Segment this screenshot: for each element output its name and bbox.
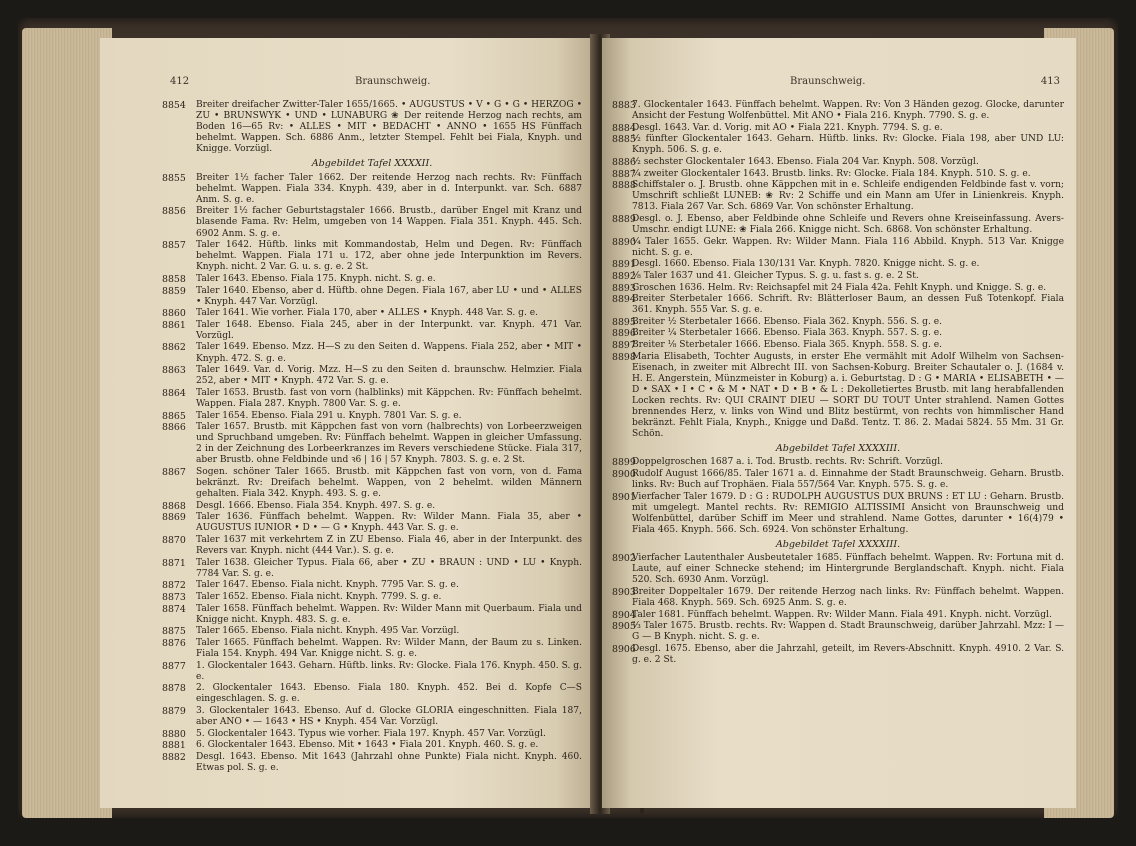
- lot-description: Breiter ⅛ Sterbetaler 1666. Ebenso. Fiala 365. Knyph. 558. S. g. e.: [632, 339, 943, 350]
- catalog-entry: [162, 752, 582, 774]
- catalog-entry: [612, 587, 1064, 609]
- catalog-entry: [162, 740, 582, 751]
- lot-number: 8856: [162, 206, 186, 218]
- lot-number: 8860: [162, 308, 186, 320]
- lot-number: 8881: [162, 740, 186, 752]
- catalog-entry: [162, 100, 582, 155]
- lot-number: 8890: [612, 236, 636, 248]
- lot-description: 6. Glockentaler 1643. Ebenso. Mit • 1643 • Fiala 201. Knyph. 460. S. g. e.: [196, 740, 539, 751]
- lot-description: Taler 1641. Wie vorher. Fiala 170, aber • ALLES • Knyph. 448 Var. S. g. e.: [196, 308, 539, 319]
- lot-number: 8898: [612, 351, 636, 363]
- catalog-entry: [162, 501, 582, 512]
- lot-number: 8871: [162, 557, 186, 569]
- lot-number: 8888: [612, 180, 636, 192]
- lot-description: ⅛ Taler 1637 und 41. Gleicher Typus. S. g. u. fast s. g. e. 2 St.: [632, 270, 919, 281]
- lot-number: 8877: [162, 660, 186, 672]
- catalog-entry: [162, 422, 582, 466]
- catalog-entry: [612, 214, 1064, 236]
- lot-description: Taler 1657. Brustb. mit Käppchen fast von vorn (halbrechts) von Lorbeerzweigen und Spruchband umgeben. Rv: Fünffach behelmt. Wappen in gleicher Umfassung. 2 in der Zeichnung des Lorbeerkranzes im Revers verschiedene Stücke. Fiala 317, aber Brustb. ohne Feldbinde und ꝛ6 | 16 | 57 Knyph. 7803. S. g. e. 2 St.: [196, 422, 582, 466]
- catalog-entry: [162, 274, 582, 285]
- lot-description: ¼ zweiter Glockentaler 1643. Brustb. links. Rv: Glocke. Fiala 184. Knyph. 510. S. g. e.: [632, 168, 1031, 179]
- catalog-entry: [612, 180, 1064, 213]
- catalog-entry: [612, 100, 1064, 122]
- lot-number: 8866: [162, 422, 186, 434]
- lot-number: 8886: [612, 156, 636, 168]
- lot-description: Taler 1658. Fünffach behelmt. Wappen. Rv: Wilder Mann mit Querbaum. Fiala und Knigge nicht. Knyph. 483. S. g. e.: [196, 603, 582, 625]
- catalog-entry: [162, 626, 582, 637]
- catalog-entry: [162, 206, 582, 239]
- catalog-entries: [162, 100, 582, 775]
- lot-number: 8896: [612, 328, 636, 340]
- lot-number: 8868: [162, 500, 186, 512]
- catalog-entry: [162, 467, 582, 500]
- lot-description: Breiter Doppeltaler 1679. Der reitende Herzog nach links. Rv: Fünffach behelmt. Wappen. Fiala 468. Knyph. 569. Sch. 6925 Anm. S. g. e.: [632, 586, 1064, 609]
- lot-description: Breiter ¼ Sterbetaler 1666. Ebenso. Fiala 363. Knyph. 557. S. g. e.: [632, 328, 943, 339]
- lot-number: 8899: [612, 457, 636, 469]
- lot-description: ⅔ Taler 1675. Brustb. rechts. Rv: Wappen d. Stadt Braunschweig, darüber Jahrzahl. Mzz: I — G — B Knyph. nicht. S. g. e.: [632, 621, 1064, 643]
- catalog-entry: [612, 237, 1064, 259]
- spine-mark: [640, 808, 644, 813]
- lot-number: 8904: [612, 609, 636, 621]
- lot-number: 8906: [612, 643, 636, 655]
- lot-number: 8901: [612, 491, 636, 503]
- lot-number: 8854: [162, 100, 186, 111]
- lot-number: 8882: [162, 751, 186, 763]
- lot-number: 8897: [612, 339, 636, 351]
- lot-description: Groschen 1636. Helm. Rv: Reichsapfel mit 24 Fiala 42a. Fehlt Knyph. und Knigge. S. g. e.: [632, 282, 1047, 293]
- lot-number: 8879: [162, 705, 186, 717]
- lot-number: 8862: [162, 342, 186, 354]
- lot-description: Taler 1649. Ebenso. Mzz. H—S zu den Seiten d. Wappens. Fiala 252, aber • MIT • Knyph. 472. S. g. e.: [196, 342, 582, 364]
- page-number: 413: [1040, 76, 1060, 87]
- catalog-entry: [612, 271, 1064, 282]
- lot-description: Doppelgroschen 1687 a. i. Tod. Brustb. rechts. Rv: Schrift. Vorzügl.: [632, 457, 944, 468]
- catalog-entry: [162, 342, 582, 364]
- lot-description: Taler 1638. Gleicher Typus. Fiala 66, aber • ZU • BRAUN : UND • LU • Knyph. 7784 Var. S. g. e.: [196, 557, 582, 579]
- lot-number: 8865: [162, 410, 186, 422]
- page-stack-left: [22, 28, 112, 818]
- lot-description: Taler 1653. Brustb. fast von vorn (halblinks) mit Käppchen. Rv: Fünffach behelmt. Wappen. Fiala 287. Knyph. 7800 Var. S. g. e.: [196, 387, 582, 409]
- catalog-entry: [162, 173, 582, 206]
- lot-description: Taler 1652. Ebenso. Fiala nicht. Knyph. 7799. S. g. e.: [196, 592, 442, 603]
- lot-description: Taler 1665. Fünffach behelmt. Wappen. Rv: Wilder Mann, der Baum zu s. Linken. Fiala 154. Knyph. 494 Var. Knigge nicht. S. g. e.: [196, 637, 582, 659]
- lot-number: 8872: [162, 580, 186, 592]
- catalog-entries: [612, 100, 1064, 667]
- lot-number: 8905: [612, 621, 636, 633]
- catalog-entry: [162, 604, 582, 626]
- catalog-entry: [612, 352, 1064, 441]
- lot-description: Taler 1681. Fünffach behelmt. Wappen. Rv: Wilder Mann. Fiala 491. Knyph. nicht. Vorzügl.: [632, 609, 1052, 620]
- lot-description: Desgl. 1643. Var. d. Vorig. mit AO • Fiala 221. Knyph. 7794. S. g. e.: [632, 122, 943, 133]
- catalog-entry: [162, 535, 582, 557]
- lot-description: Taler 1642. Hüftb. links mit Kommandostab, Helm und Degen. Rv: Fünffach behelmt. Wappen. Fiala 171 u. 172, aber ohne jede Interpunktion im Revers. Knyph. nicht. 2 Var. G. u. s. g. e. 2 St.: [196, 240, 582, 273]
- lot-description: Schiffstaler o. J. Brustb. ohne Käppchen mit in e. Schleife endigenden Feldbinde fast v. vorn; Umschrift schließt LUNEB: ❀ Rv: 2 Schiffe und ein Mann am Ufer in Linienkreis. Knyph. 7813. Fiala 267 Var. Sch. 6869 Var. Von schönster Erhaltung.: [632, 180, 1064, 213]
- lot-description: 2. Glockentaler 1643. Ebenso. Fiala 180. Knyph. 452. Bei d. Kopfe C—S eingeschlagen. S. g. e.: [196, 683, 582, 705]
- catalog-entry: [612, 169, 1064, 180]
- lot-number: 8883: [612, 100, 636, 111]
- lot-number: 8874: [162, 603, 186, 615]
- catalog-entry: [612, 123, 1064, 134]
- catalog-entry: [162, 580, 582, 591]
- catalog-entry: [162, 661, 582, 683]
- catalog-entry: [162, 308, 582, 319]
- lot-number: 8884: [612, 122, 636, 134]
- lot-number: 8895: [612, 316, 636, 328]
- catalog-entry: [612, 469, 1064, 491]
- catalog-entry: [612, 294, 1064, 316]
- lot-number: 8870: [162, 535, 186, 547]
- lot-description: Taler 1665. Ebenso. Fiala nicht. Knyph. 495 Var. Vorzügl.: [196, 626, 460, 637]
- catalog-entry: [162, 320, 582, 342]
- left-page: [100, 38, 596, 808]
- lot-number: 8861: [162, 319, 186, 331]
- lot-number: 8858: [162, 273, 186, 285]
- catalog-entry: [162, 286, 582, 308]
- catalog-entry: [162, 683, 582, 705]
- catalog-entry: [612, 259, 1064, 270]
- lot-description: Breiter Sterbetaler 1666. Schrift. Rv: Blätterloser Baum, an dessen Fuß Totenkopf. Fiala 361. Knyph. 555 Var. S. g. e.: [632, 294, 1064, 316]
- right-page: [602, 38, 1076, 808]
- catalog-entry: [162, 729, 582, 740]
- catalog-entry: [162, 706, 582, 728]
- lot-number: 8893: [612, 282, 636, 294]
- lot-number: 8902: [612, 553, 636, 565]
- lot-description: Taler 1648. Ebenso. Fiala 245, aber in der Interpunkt. var. Knyph. 471 Var. Vorzügl.: [196, 319, 582, 341]
- lot-number: 8894: [612, 294, 636, 306]
- lot-description: Rudolf August 1666/85. Taler 1671 a. d. Einnahme der Stadt Braunschweig. Geharn. Brustb. links. Rv: Buch auf Trophäen. Fiala 557/564 Var. Knyph. 575. S. g. e.: [632, 469, 1064, 491]
- catalog-entry: [612, 340, 1064, 351]
- lot-number: 8863: [162, 365, 186, 377]
- lot-number: 8891: [612, 259, 636, 271]
- catalog-entry: [612, 644, 1064, 666]
- lot-number: 8880: [162, 728, 186, 740]
- lot-number: 8878: [162, 683, 186, 695]
- catalog-entry: [612, 134, 1064, 156]
- lot-description: Taler 1636. Fünffach behelmt. Wappen. Rv: Wilder Mann. Fiala 35, aber • AUGUSTUS IUNIOR • D • — G • Knyph. 443 Var. S. g. e.: [196, 512, 582, 534]
- lot-description: Taler 1640. Ebenso, aber d. Hüftb. ohne Degen. Fiala 167, aber LU • und • ALLES • Knyph. 447 Var. Vorzügl.: [196, 285, 582, 307]
- lot-description: ½ fünfter Glockentaler 1643. Geharn. Hüftb. links. Rv: Glocke. Fiala 198, aber UND LU: Knyph. 506. S. g. e.: [632, 134, 1064, 156]
- lot-description: Taler 1647. Ebenso. Fiala nicht. Knyph. 7795 Var. S. g. e.: [196, 580, 459, 591]
- plate-reference: Abgebildet Tafel XXXXIII.: [775, 539, 901, 551]
- lot-description: ½ sechster Glockentaler 1643. Ebenso. Fiala 204 Var. Knyph. 508. Vorzügl.: [632, 156, 979, 167]
- lot-number: 8873: [162, 592, 186, 604]
- lot-number: 8887: [612, 168, 636, 180]
- catalog-entry: [612, 621, 1064, 643]
- lot-description: ¼ Taler 1655. Gekr. Wappen. Rv: Wilder Mann. Fiala 116 Abbild. Knyph. 513 Var. Knigge nicht. S. g. e.: [632, 236, 1064, 258]
- lot-description: Breiter ½ Sterbetaler 1666. Ebenso. Fiala 362. Knyph. 556. S. g. e.: [632, 316, 943, 327]
- lot-description: 3. Glockentaler 1643. Ebenso. Auf d. Glocke GLORIA eingeschnitten. Fiala 187, aber ANO • — 1643 • HS • Knyph. 454 Var. Vorzügl.: [196, 705, 582, 728]
- catalog-entry: [612, 328, 1064, 339]
- lot-number: 8875: [162, 626, 186, 638]
- catalog-entry: [162, 240, 582, 273]
- catalog-entry: [162, 592, 582, 603]
- lot-description: Taler 1654. Ebenso. Fiala 291 u. Knyph. 7801 Var. S. g. e.: [196, 410, 462, 421]
- catalog-entry: [612, 157, 1064, 168]
- plate-reference: Abgebildet Tafel XXXXIII.: [775, 443, 901, 455]
- catalog-entry: [612, 610, 1064, 621]
- lot-description: Maria Elisabeth, Tochter Augusts, in erster Ehe vermählt mit Adolf Wilhelm von Sachsen-Eisenach, in zweiter mit Albrecht III. von Sachsen-Koburg. Breiter Schautaler o. J. (1684 v. H. E. Angerstein, Münzmeister in Koburg) a. i. Geburtstag. D : G • MARIA • ELISABETH • — D • SAX • I • C • & M • NAT • D • B • & L : Dekolletiertes Brustb. mit lang herabfallenden Locken rechts. Rv: QUI CRAINT DIEU — SORT DU TOUT Unter strahlend. Namen Gottes brennendes Herz, v. links von Wind und Blitz bestürmt, von rechts von himmlischer Hand bekränzt. Fehlt Fiala, Knyph., Knigge und Daßd. Tentz. T. 86. 2. Madai 5824. 55 Mm. 31 Gr. Schön.: [632, 351, 1064, 440]
- page-number: 412: [170, 76, 190, 87]
- catalog-entry: [162, 638, 582, 660]
- lot-description: 1. Glockentaler 1643. Geharn. Hüftb. links. Rv: Glocke. Fiala 176. Knyph. 450. S. g. e.: [196, 660, 582, 682]
- lot-description: Desgl. 1643. Ebenso. Mit 1643 (Jahrzahl ohne Punkte) Fiala nicht. Knyph. 460. Etwas pol. S. g. e.: [196, 751, 582, 773]
- lot-description: Sogen. schöner Taler 1665. Brustb. mit Käppchen fast von vorn, von d. Fama bekränzt. Rv: Dreifach behelmt. Wappen, von 2 behelmt. wilden Männern gehalten. Fiala 342. Knyph. 493. S. g. e.: [196, 467, 582, 500]
- lot-number: 8857: [162, 240, 186, 252]
- lot-description: Vierfacher Taler 1679. D : G : RUDOLPH AUGUSTUS DUX BRUNS : ET LU : Geharn. Brustb. mit umgelegt. Mantel rechts. Rv: REMIGIO ALTISSIMI Ansicht von Braunschweig und Wolfenbüttel, darüber Schiff im Meer und strahlend. Name Gottes, darunter • 16(4)79 • Fiala 465. Knyph. 566. Sch. 6924. Von schönster Erhaltung.: [632, 491, 1064, 535]
- lot-description: 7. Glockentaler 1643. Fünffach behelmt. Wappen. Rv: Von 3 Händen gezog. Glocke, darunter Ansicht der Festung Wolfenbüttel. Mit ANO • Fiala 216. Knyph. 7790. S. g. e.: [632, 100, 1064, 122]
- lot-description: Taler 1649. Var. d. Vorig. Mzz. H—S zu den Seiten d. braunschw. Helmzier. Fiala 252, aber • MIT • Knyph. 472 Var. S. g. e.: [196, 365, 582, 387]
- running-head: Braunschweig.: [790, 76, 866, 87]
- lot-description: Vierfacher Lautenthaler Ausbeutetaler 1685. Fünffach behelmt. Wappen. Rv: Fortuna mit d. Laute, auf einer Schnecke stehend; im Hintergrunde Berglandschaft. Knyph. nicht. Fiala 520. Sch. 6930 Anm. Vorzügl.: [632, 553, 1064, 586]
- lot-number: 8869: [162, 512, 186, 524]
- catalog-entry: [612, 457, 1064, 468]
- catalog-entry: [612, 317, 1064, 328]
- catalog-entry: [162, 365, 582, 387]
- lot-number: 8903: [612, 586, 636, 598]
- lot-description: 5. Glockentaler 1643. Typus wie vorher. Fiala 197. Knyph. 457 Var. Vorzügl.: [196, 728, 546, 739]
- plate-reference: Abgebildet Tafel XXXXII.: [311, 158, 433, 170]
- lot-description: Desgl. 1666. Ebenso. Fiala 354. Knyph. 497. S. g. e.: [196, 500, 436, 511]
- lot-number: 8867: [162, 467, 186, 478]
- lot-number: 8889: [612, 213, 636, 225]
- catalog-entry: [612, 492, 1064, 536]
- lot-description: Desgl. o. J. Ebenso, aber Feldbinde ohne Schleife und Revers ohne Kreiseinfassung. Avers-Umschr. endigt LUNE: ❀ Fiala 266. Knigge nicht. Sch. 6868. Von schönster Erhaltung.: [632, 213, 1064, 236]
- lot-description: Breiter dreifacher Zwitter-Taler 1655/1665. • AUGUSTUS • V • G • G • HERZOG • ZU • BRUNSWYK • UND • LUNABURG ❀ Der reitende Herzog nach rechts, am Boden 16—65 Rv: • ALLES • MIT • BEDACHT • ANNO • 1655 HS Fünffach behelmt. Wappen. Sch. 6886 Anm., letzter Stempel. Fehlt bei Fiala, Knyph. und Knigge. Vorzügl.: [196, 100, 582, 155]
- lot-number: 8885: [612, 134, 636, 146]
- lot-number: 8855: [162, 172, 186, 184]
- catalog-entry: [162, 512, 582, 534]
- lot-description: Taler 1643. Ebenso. Fiala 175. Knyph. nicht. S. g. e.: [196, 273, 436, 284]
- catalog-entry: [162, 411, 582, 422]
- lot-description: Breiter 1½ facher Geburtstagstaler 1666. Brustb., darüber Engel mit Kranz und blasende Fama. Rv: Helm, umgeben von 14 Wappen. Fiala 351. Knyph. 445. Sch. 6902 Anm. S. g. e.: [196, 206, 582, 239]
- lot-description: Desgl. 1675. Ebenso, aber die Jahrzahl, geteilt, im Revers-Abschnitt. Knyph. 4910. 2 Var. S. g. e. 2 St.: [632, 643, 1064, 665]
- lot-description: Desgl. 1660. Ebenso. Fiala 130/131 Var. Knyph. 7820. Knigge nicht. S. g. e.: [632, 259, 980, 270]
- lot-number: 8864: [162, 387, 186, 399]
- catalog-entry: [162, 388, 582, 410]
- catalog-entry: [162, 558, 582, 580]
- lot-description: Taler 1637 mit verkehrtem Z in ZU Ebenso. Fiala 46, aber in der Interpunkt. des Revers var. Knyph. nicht (444 Var.). S. g. e.: [196, 535, 582, 557]
- lot-number: 8859: [162, 285, 186, 297]
- running-head: Braunschweig.: [355, 76, 431, 87]
- lot-number: 8876: [162, 637, 186, 649]
- lot-description: Breiter 1½ facher Taler 1662. Der reitende Herzog nach rechts. Rv: Fünffach behelmt. Wappen. Fiala 334. Knyph. 439, aber in d. Interpunkt. var. Sch. 6887 Anm. S. g. e.: [196, 172, 582, 205]
- lot-number: 8892: [612, 270, 636, 282]
- catalog-entry: [612, 553, 1064, 586]
- catalog-entry: [612, 283, 1064, 294]
- lot-number: 8900: [612, 469, 636, 480]
